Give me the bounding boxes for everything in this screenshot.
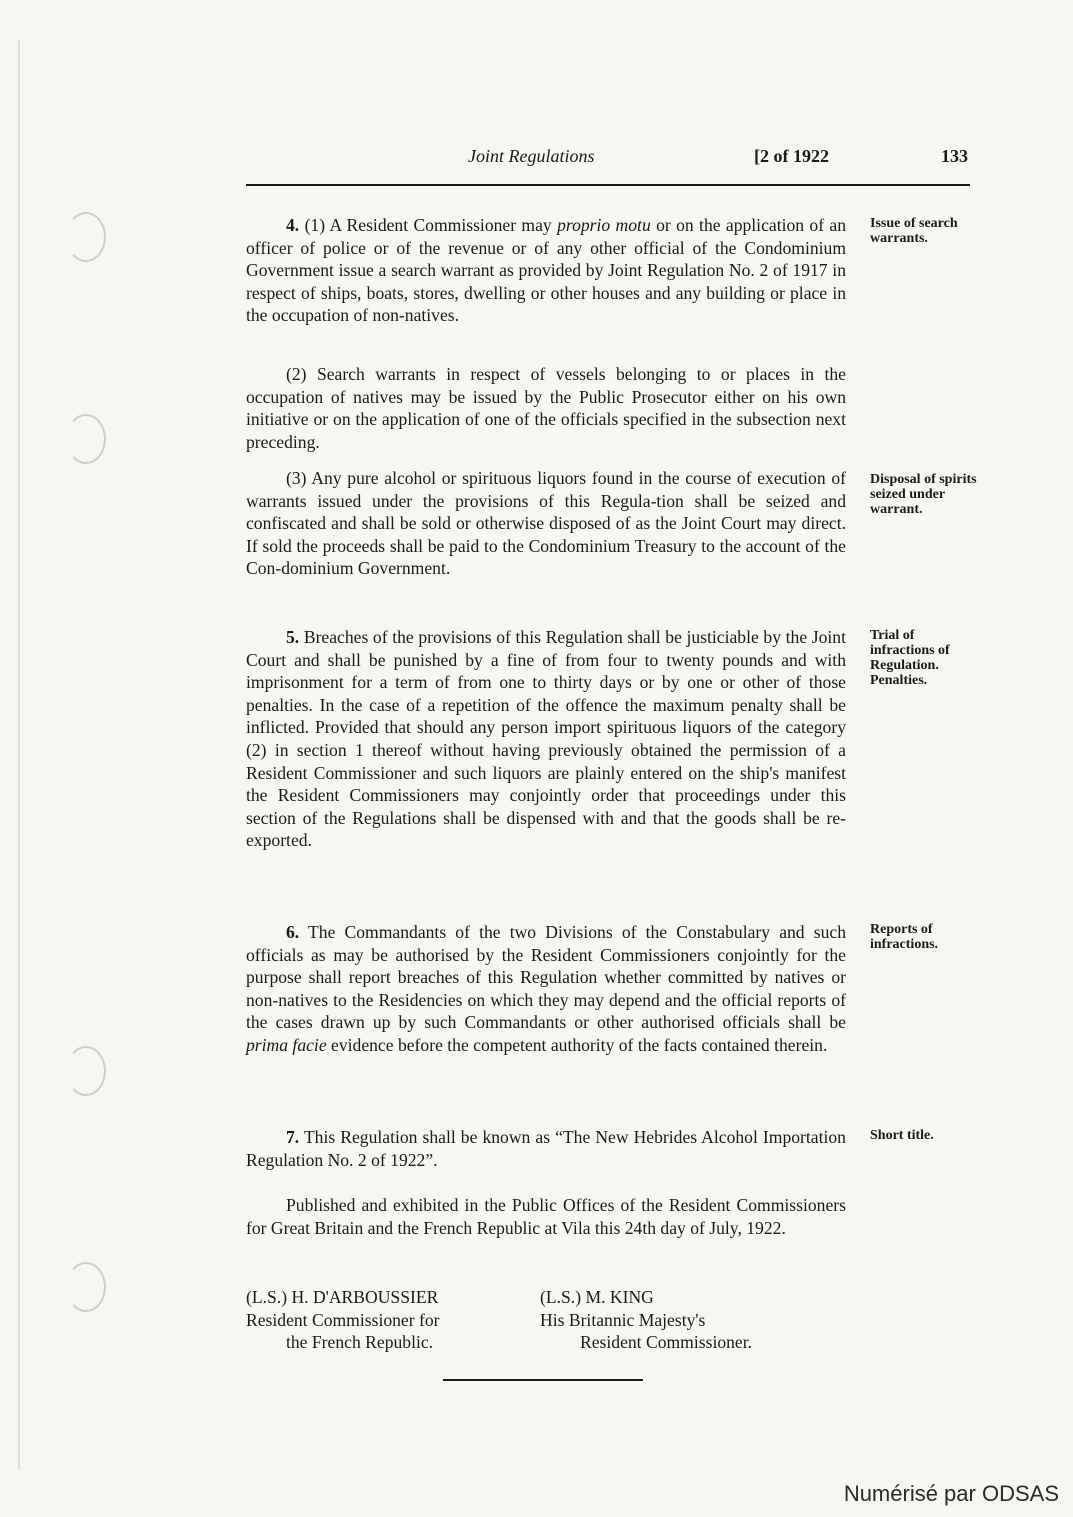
section-italic: proprio motu: [557, 215, 651, 235]
signature-name: (L.S.) M. KING: [540, 1287, 654, 1307]
section-text: The Commandants of the two Divisions of the Constabulary and such officials as may be authorised by the Resident Commissioners conjointly for the purpose shall report breaches of this Regulation whether committed by natives or non-natives to the Residencies on which they may depend and the official reports of the cases drawn up by such Commandants or other authorised officials shall be: [246, 922, 846, 1033]
section-text: or on the application of an officer of police or of the revenue or of any other official of the Condominium Government issue a search warrant as provided by Joint Regulation No. 2 of 1917 in respect of ships, boats, stores, dwelling or other houses and any building or place in the occupation of non-natives.: [246, 215, 847, 326]
closing-rule: [443, 1379, 643, 1381]
section-number: 7.: [286, 1127, 300, 1147]
section-text: This Regulation shall be known as “The New Hebrides Alcohol Importation Regulation No. 2 of 1922”.: [246, 1127, 846, 1170]
punch-hole-3: [66, 1046, 106, 1096]
section-4-1: [246, 214, 846, 327]
header-act: [2 of 1922: [754, 146, 829, 166]
section-text: Breaches of the provisions of this Regulation shall be justiciable by the Joint Court and shall be punished by a fine of from four to twenty pounds and with imprisonment for a term of from one to thirty days or by one or other of those penalties. In the case of a repetition of the offence the maximum penalty shall be inflicted. Provided that should any person import spirituous liquors of the category (2) in section 1 thereof without having previously obtained the permission of a Resident Commissioner and such liquors are plainly entered on the ship's manifest the Resident Commissioners may conjointly order that proceedings under this section of the Regulations shall be dispensed with and that the goods shall be re-exported.: [246, 627, 846, 851]
section-number: 5.: [286, 627, 300, 647]
section-text: evidence before the competent authority of the facts contained therein.: [331, 1034, 828, 1055]
signature-left: [246, 1286, 440, 1354]
margin-note-issue: Issue of search warrants.: [870, 216, 958, 246]
section-italic: prima facie: [246, 1034, 327, 1055]
running-header: [246, 146, 972, 172]
margin-note-reports: Reports of infractions.: [870, 922, 939, 952]
punch-hole-1: [66, 212, 106, 262]
section-6: [246, 921, 846, 1057]
publication-note: [246, 1194, 846, 1239]
section-5: [246, 626, 846, 852]
signature-right: [540, 1286, 752, 1354]
margin-note-short-title: Short title.: [870, 1128, 934, 1143]
signature-role: His Britannic Majesty's: [540, 1309, 706, 1330]
page-number: 133: [941, 146, 968, 166]
punch-hole-4: [66, 1262, 106, 1312]
margin-note-trial: Trial of infractions of Regulation. Penalties.: [870, 628, 950, 688]
section-text: (2) Search warrants in respect of vessels belonging to or places in the occupation of natives may be issued by the Public Prosecutor either on his own initiative or on the application of one of the officials specified in the subsection next preceding.: [246, 364, 846, 452]
publication-text: Published and exhibited in the Public Offices of the Resident Commissioners for Great Britain and the French Republic at Vila this 24th day of July, 1922.: [246, 1195, 846, 1238]
section-text: (1) A Resident Commissioner may: [304, 215, 552, 235]
section-4-2: [246, 363, 846, 453]
signature-role: Resident Commissioner for: [246, 1309, 440, 1330]
margin-note-disposal: Disposal of spirits seized under warrant.: [870, 472, 977, 517]
section-number: 6.: [286, 922, 300, 942]
signature-role: the French Republic.: [286, 1332, 434, 1353]
header-rule: [246, 184, 970, 186]
scan-credit: Numérisé par ODSAS: [843, 1481, 1059, 1506]
header-title: Joint Regulations: [468, 146, 595, 166]
punch-hole-2: [66, 414, 106, 464]
section-7: [246, 1126, 846, 1171]
signature-name: (L.S.) H. D'ARBOUSSIER: [246, 1287, 439, 1307]
signature-role: Resident Commissioner.: [580, 1332, 753, 1353]
page-edge-line: [18, 40, 20, 1470]
section-4-3: [246, 467, 846, 580]
section-text: (3) Any pure alcohol or spirituous liquors found in the course of execution of warrants issued under the provisions of this Regula-tion shall be seized and confiscated and shall be sold or otherwise disposed of as the Joint Court may direct. If sold the proceeds shall be paid to the Condominium Treasury to the account of the Con-dominium Government.: [246, 468, 846, 579]
section-number: 4.: [286, 215, 300, 235]
